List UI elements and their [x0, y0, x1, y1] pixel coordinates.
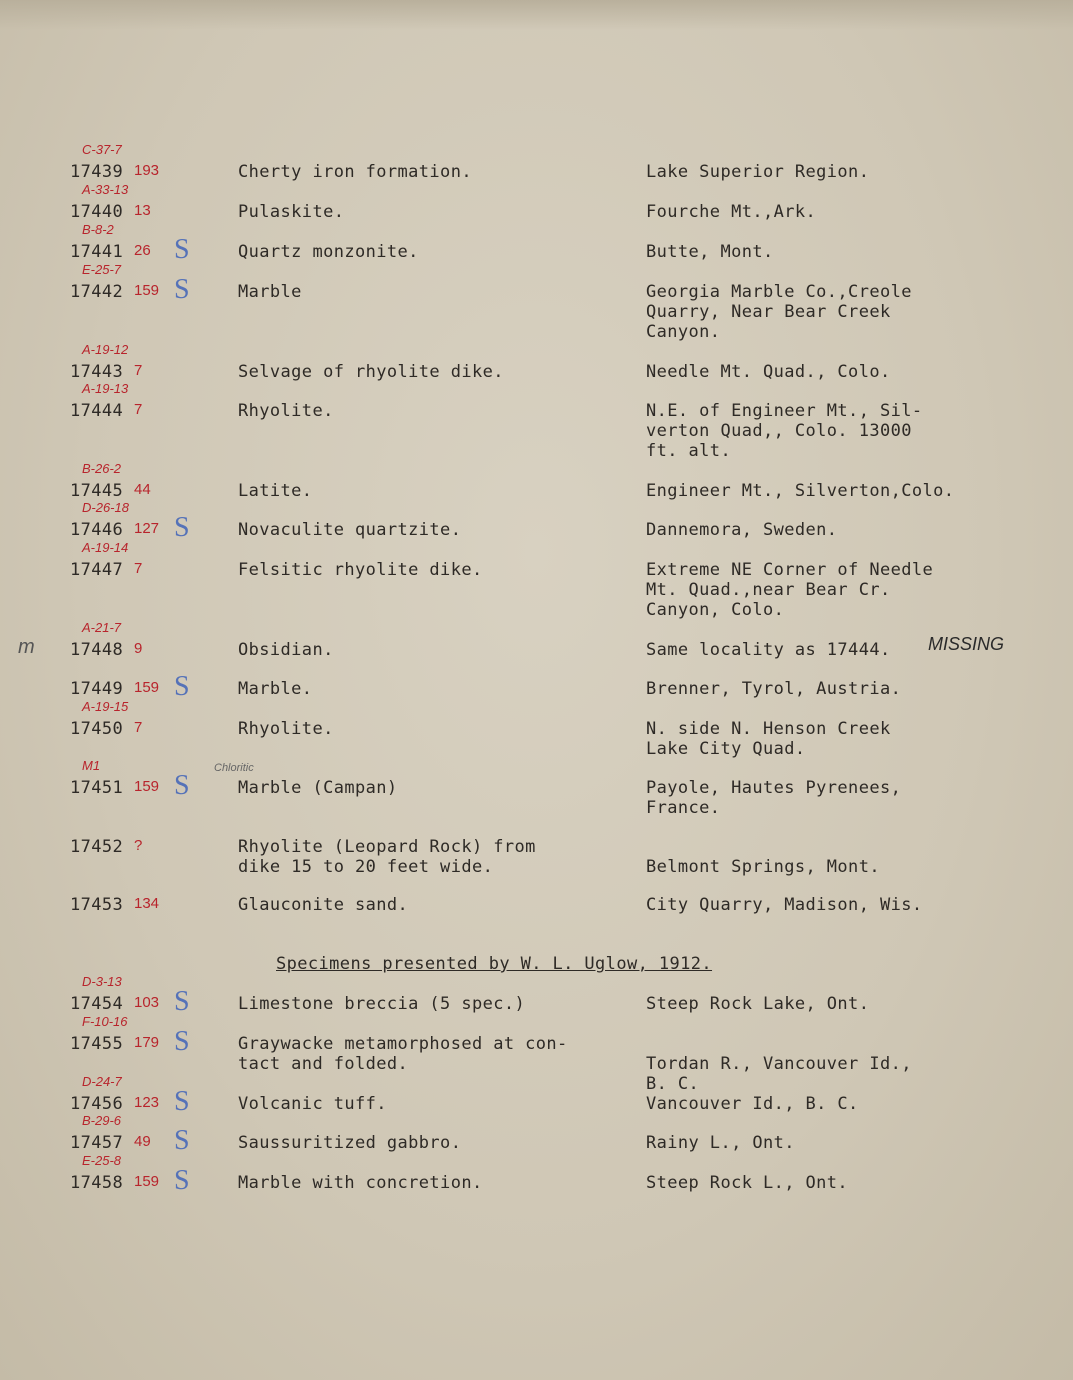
locality-line: Rainy L., Ont. [646, 1133, 795, 1153]
locality-line: ft. alt. [646, 441, 732, 461]
handwritten-s-mark: S [174, 512, 190, 543]
locality-line: Mt. Quad.,near Bear Cr. [646, 580, 891, 600]
handwritten-location-code: F-10-16 [82, 1014, 128, 1029]
handwritten-count: 49 [134, 1133, 151, 1150]
locality-line: verton Quad,, Colo. 13000 [646, 421, 912, 441]
handwritten-count: 7 [134, 560, 143, 577]
specimen-description-line: Rhyolite (Leopard Rock) from [238, 837, 536, 857]
catalog-number: 17458 [70, 1173, 124, 1193]
locality-line: Brenner, Tyrol, Austria. [646, 679, 902, 699]
catalog-number: 17450 [70, 719, 124, 739]
handwritten-location-code: B-29-6 [82, 1113, 122, 1128]
catalog-number: 17440 [70, 202, 124, 222]
handwritten-margin-mark: m [18, 636, 35, 658]
specimen-description-line: Cherty iron formation. [238, 162, 472, 182]
handwritten-location-code: B-26-2 [82, 461, 122, 476]
handwritten-location-code: E-25-8 [82, 1153, 122, 1168]
handwritten-s-mark: S [174, 1026, 190, 1057]
locality-line: Dannemora, Sweden. [646, 520, 838, 540]
locality-line: Lake City Quad. [646, 739, 806, 759]
locality-line: Fourche Mt.,Ark. [646, 202, 817, 222]
handwritten-count: 7 [134, 362, 143, 379]
handwritten-location-code: E-25-7 [82, 262, 122, 277]
specimen-description-line: Marble. [238, 679, 313, 699]
handwritten-location-code: A-19-15 [82, 699, 129, 714]
handwritten-s-mark: S [174, 1165, 190, 1196]
specimen-description-line: Felsitic rhyolite dike. [238, 560, 483, 580]
specimen-description-line: Latite. [238, 481, 313, 501]
specimen-description-line: Obsidian. [238, 640, 334, 660]
locality-line: Same locality as 17444. [646, 640, 891, 660]
locality-line: B. C. [646, 1074, 700, 1094]
catalog-number: 17441 [70, 242, 124, 262]
handwritten-location-code: A-19-13 [82, 381, 129, 396]
specimen-description-line: Saussuritized gabbro. [238, 1133, 462, 1153]
handwritten-count: 159 [134, 679, 160, 696]
handwritten-count: 44 [134, 481, 151, 498]
specimen-description-line: Marble with concretion. [238, 1173, 483, 1193]
handwritten-location-code: A-33-13 [82, 182, 129, 197]
handwritten-location-code: D-3-13 [82, 974, 122, 989]
catalog-number: 17457 [70, 1133, 124, 1153]
catalog-number: 17449 [70, 679, 124, 699]
specimen-description-line: Rhyolite. [238, 401, 334, 421]
catalog-number: 17453 [70, 895, 124, 915]
specimen-description-line: Selvage of rhyolite dike. [238, 362, 504, 382]
handwritten-location-code: D-26-18 [82, 500, 129, 515]
catalog-number: 17442 [70, 282, 124, 302]
specimen-description-line: Pulaskite. [238, 202, 345, 222]
paper-edge-shadow [0, 0, 1073, 30]
locality-line: Payole, Hautes Pyrenees, [646, 778, 902, 798]
catalog-number: 17455 [70, 1034, 124, 1054]
handwritten-s-mark: S [174, 1086, 190, 1117]
section-heading: Specimens presented by W. L. Uglow, 1912. [276, 954, 713, 974]
handwritten-count: 13 [134, 202, 151, 219]
locality-line: Needle Mt. Quad., Colo. [646, 362, 891, 382]
handwritten-count: 127 [134, 520, 160, 537]
catalog-number: 17443 [70, 362, 124, 382]
locality-line: City Quarry, Madison, Wis. [646, 895, 923, 915]
handwritten-count: 103 [134, 994, 160, 1011]
locality-line: Tordan R., Vancouver Id., [646, 1054, 912, 1074]
handwritten-count: ? [134, 837, 143, 854]
handwritten-location-code: C-37-7 [82, 142, 122, 157]
catalog-number: 17446 [70, 520, 124, 540]
handwritten-s-mark: S [174, 1125, 190, 1156]
locality-line: Steep Rock L., Ont. [646, 1173, 849, 1193]
specimen-description-line: dike 15 to 20 feet wide. [238, 857, 494, 877]
locality-line: Canyon, Colo. [646, 600, 785, 620]
handwritten-chloritic-note: Chloritic [214, 762, 254, 774]
handwritten-count: 159 [134, 282, 160, 299]
handwritten-location-code: D-24-7 [82, 1074, 122, 1089]
locality-line: Lake Superior Region. [646, 162, 870, 182]
handwritten-s-mark: S [174, 234, 190, 265]
specimen-description-line: Glauconite sand. [238, 895, 409, 915]
handwritten-location-code: A-19-12 [82, 342, 129, 357]
handwritten-count: 9 [134, 640, 143, 657]
catalog-number: 17454 [70, 994, 124, 1014]
handwritten-s-mark: S [174, 986, 190, 1017]
specimen-description-line: Marble (Campan) [238, 778, 398, 798]
catalog-number: 17451 [70, 778, 124, 798]
specimen-description-line: Rhyolite. [238, 719, 334, 739]
specimen-description-line: Novaculite quartzite. [238, 520, 462, 540]
locality-line: Belmont Springs, Mont. [646, 857, 880, 877]
handwritten-count: 7 [134, 401, 143, 418]
handwritten-s-mark: S [174, 770, 190, 801]
locality-line: Steep Rock Lake, Ont. [646, 994, 870, 1014]
specimen-description-line: Volcanic tuff. [238, 1094, 387, 1114]
specimen-description-line: Quartz monzonite. [238, 242, 419, 262]
locality-line: N. side N. Henson Creek [646, 719, 891, 739]
locality-line: Canyon. [646, 322, 721, 342]
catalog-number: 17456 [70, 1094, 124, 1114]
specimen-description-line: Marble [238, 282, 302, 302]
handwritten-count: 159 [134, 1173, 160, 1190]
catalog-number: 17444 [70, 401, 124, 421]
handwritten-s-mark: S [174, 671, 190, 702]
specimen-description-line: Graywacke metamorphosed at con- [238, 1034, 568, 1054]
catalog-number: 17447 [70, 560, 124, 580]
catalog-number: 17439 [70, 162, 124, 182]
handwritten-count: 159 [134, 778, 160, 795]
locality-line: N.E. of Engineer Mt., Sil- [646, 401, 923, 421]
catalog-number: 17448 [70, 640, 124, 660]
handwritten-count: 7 [134, 719, 143, 736]
specimen-description-line: Limestone breccia (5 spec.) [238, 994, 526, 1014]
locality-line: Extreme NE Corner of Needle [646, 560, 934, 580]
handwritten-count: 193 [134, 162, 160, 179]
handwritten-location-code: B-8-2 [82, 222, 114, 237]
specimen-description-line: tact and folded. [238, 1054, 409, 1074]
catalog-number: 17445 [70, 481, 124, 501]
handwritten-count: 123 [134, 1094, 160, 1111]
handwritten-location-code: A-21-7 [82, 620, 122, 635]
handwritten-count: 179 [134, 1034, 160, 1051]
locality-line: Engineer Mt., Silverton,Colo. [646, 481, 955, 501]
locality-line: Georgia Marble Co.,Creole [646, 282, 912, 302]
handwritten-count: 26 [134, 242, 151, 259]
handwritten-missing-note: MISSING [928, 634, 1005, 654]
locality-line: Quarry, Near Bear Creek [646, 302, 891, 322]
handwritten-location-code: A-19-14 [82, 540, 129, 555]
locality-line: France. [646, 798, 721, 818]
catalog-number: 17452 [70, 837, 124, 857]
handwritten-s-mark: S [174, 274, 190, 305]
handwritten-count: 134 [134, 895, 160, 912]
handwritten-location-code: M1 [82, 758, 101, 773]
locality-line: Butte, Mont. [646, 242, 774, 262]
locality-line: Vancouver Id., B. C. [646, 1094, 859, 1114]
